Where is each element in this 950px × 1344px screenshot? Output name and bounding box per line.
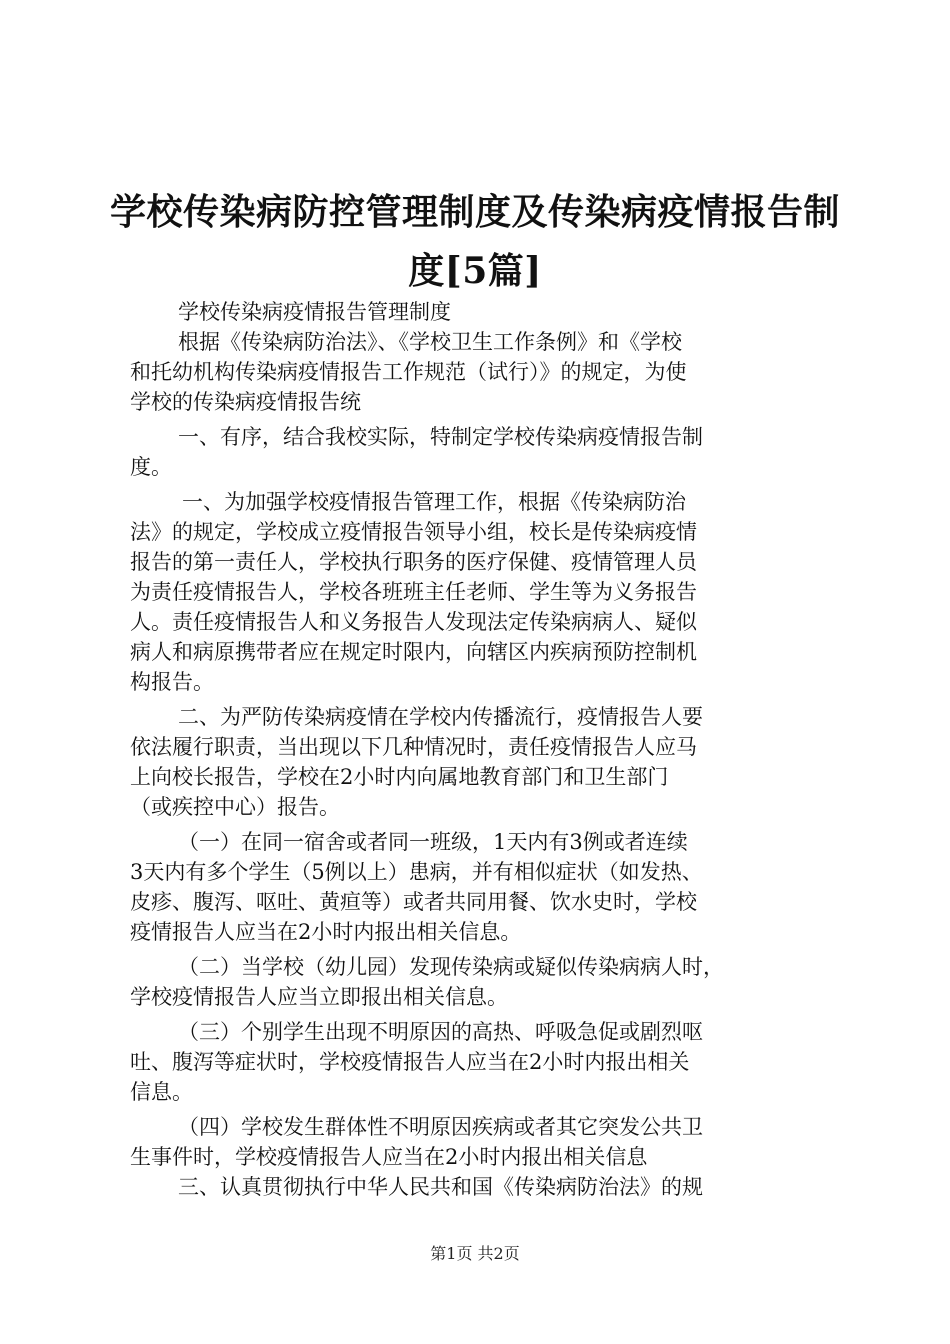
paragraph-line: 学校的传染病疫情报告统 <box>130 390 361 414</box>
paragraph-line: 根据《传染病防治法》、《学校卫生工作条例》和《学校 <box>178 330 682 354</box>
paragraph-line: 度。 <box>130 455 172 479</box>
paragraph-line: 疫情报告人应当在2小时内报出相关信息。 <box>130 920 522 944</box>
paragraph-line: 人。责任疫情报告人和义务报告人发现法定传染病病人、疑似 <box>130 610 697 634</box>
paragraph-line: 三、认真贯彻执行中华人民共和国《传染病防治法》的规 <box>178 1175 703 1199</box>
paragraph-line: （或疾控中心）报告。 <box>130 795 340 819</box>
paragraph-line: 依法履行职责，当出现以下几种情况时，责任疫情报告人应马 <box>130 735 697 759</box>
document-title-line-2: 度[5篇] <box>408 250 542 292</box>
paragraph-line: 3天内有多个学生（5例以上）患病，并有相似症状（如发热、 <box>130 860 703 884</box>
paragraph-line: 上向校长报告，学校在2小时内向属地教育部门和卫生部门 <box>130 765 669 789</box>
paragraph-line: 吐、腹泻等症状时，学校疫情报告人应当在2小时内报出相关 <box>130 1050 690 1074</box>
paragraph-line: 一、有序，结合我校实际，特制定学校传染病疫情报告制 <box>178 425 703 449</box>
paragraph-line: 为责任疫情报告人，学校各班班主任老师、学生等为义务报告 <box>130 580 697 604</box>
paragraph-line: 信息。 <box>130 1080 193 1104</box>
paragraph-line: （一）在同一宿舍或者同一班级，1天内有3例或者连续 <box>178 830 688 854</box>
paragraph-line: （四）学校发生群体性不明原因疾病或者其它突发公共卫 <box>178 1115 703 1139</box>
paragraph-line: 病人和病原携带者应在规定时限内，向辖区内疾病预防控制机 <box>130 640 697 664</box>
paragraph-line: 一、为加强学校疫情报告管理工作，根据《传染病防治 <box>182 490 686 514</box>
section-heading: 学校传染病疫情报告管理制度 <box>178 300 451 324</box>
paragraph-line: 构报告。 <box>130 670 214 694</box>
document-title-line-1: 学校传染病防控管理制度及传染病疫情报告制 <box>109 191 840 233</box>
paragraph-line: 二、为严防传染病疫情在学校内传播流行，疫情报告人要 <box>178 705 703 729</box>
paragraph-line: 报告的第一责任人，学校执行职务的医疗保健、疫情管理人员 <box>130 550 697 574</box>
paragraph-line: 和托幼机构传染病疫情报告工作规范（试行）》的规定，为使 <box>130 360 687 384</box>
paragraph-line: 皮疹、腹泻、呕吐、黄疸等）或者共同用餐、饮水史时，学校 <box>130 890 697 914</box>
page-number-footer: 第1页 共2页 <box>430 1244 520 1263</box>
paragraph-line: （三）个别学生出现不明原因的高热、呼吸急促或剧烈呕 <box>178 1020 703 1044</box>
paragraph-line: 生事件时，学校疫情报告人应当在2小时内报出相关信息 <box>130 1145 648 1169</box>
paragraph-line: 学校疫情报告人应当立即报出相关信息。 <box>130 985 508 1009</box>
document-body <box>130 297 830 1202</box>
paragraph-line: （二）当学校（幼儿园）发现传染病或疑似传染病病人时， <box>178 955 724 979</box>
paragraph-line: 法》的规定，学校成立疫情报告领导小组，校长是传染病疫情 <box>130 520 697 544</box>
